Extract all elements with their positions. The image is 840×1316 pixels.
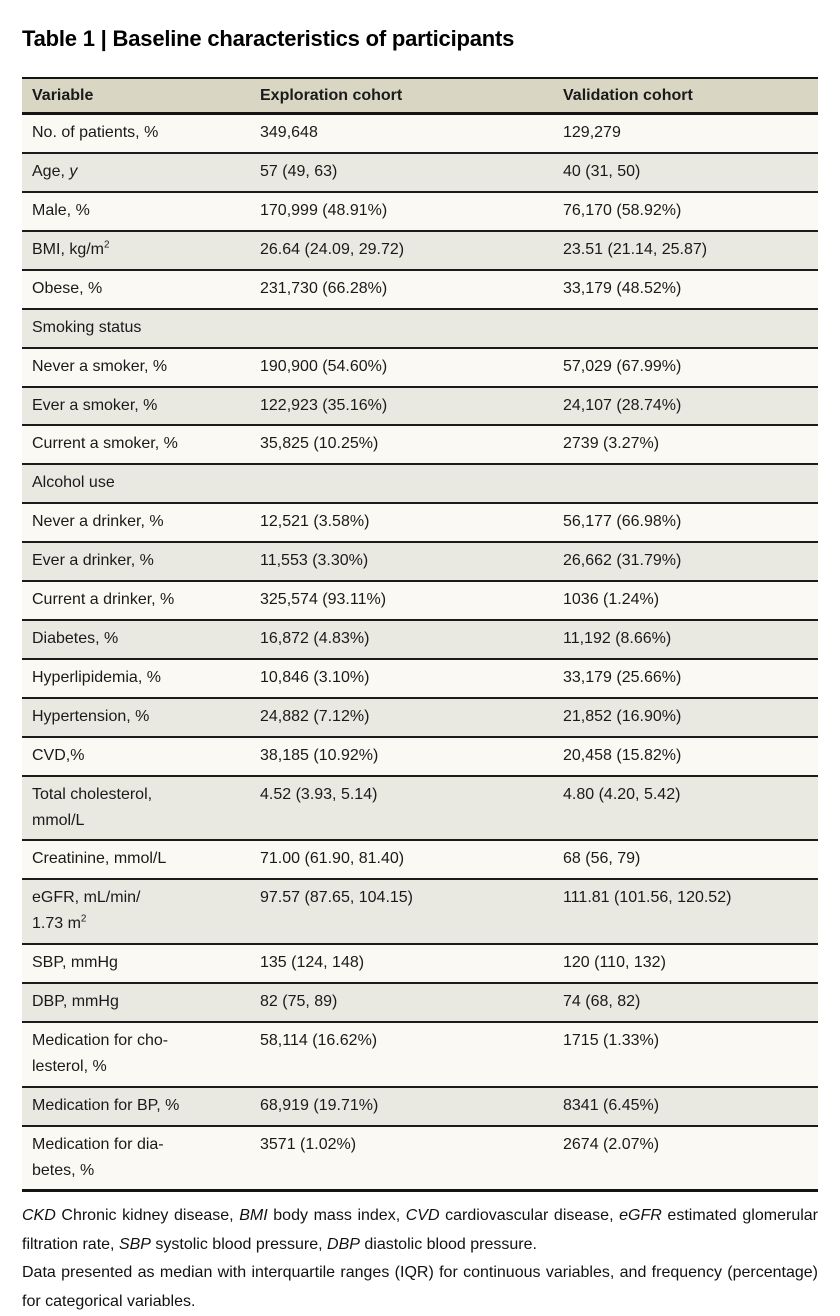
- variable-cell: Current a drinker, %: [22, 581, 250, 620]
- section-label: Smoking status: [22, 309, 818, 348]
- exploration-value-cell: 11,553 (3.30%): [250, 542, 553, 581]
- exploration-value-cell: 10,846 (3.10%): [250, 659, 553, 698]
- table-header: [22, 78, 818, 114]
- table-row: [22, 503, 818, 542]
- exploration-value-cell: 4.52 (3.93, 5.14): [250, 776, 553, 841]
- section-row: [22, 309, 818, 348]
- validation-value-cell: 4.80 (4.20, 5.42): [553, 776, 818, 841]
- variable-cell: Creatinine, mmol/L: [22, 840, 250, 879]
- validation-value-cell: 120 (110, 132): [553, 944, 818, 983]
- table-row: [22, 944, 818, 983]
- exploration-value-cell: 231,730 (66.28%): [250, 270, 553, 309]
- exploration-value-cell: 16,872 (4.83%): [250, 620, 553, 659]
- exploration-value-cell: 97.57 (87.65, 104.15): [250, 879, 553, 944]
- validation-value-cell: 33,179 (25.66%): [553, 659, 818, 698]
- validation-value-cell: 23.51 (21.14, 25.87): [553, 231, 818, 270]
- table-row: [22, 1087, 818, 1126]
- validation-value-cell: 2674 (2.07%): [553, 1126, 818, 1191]
- validation-value-cell: 56,177 (66.98%): [553, 503, 818, 542]
- variable-cell: BMI, $kg/m^2$: [22, 231, 250, 270]
- validation-value-cell: 1036 (1.24%): [553, 581, 818, 620]
- table-row: [22, 387, 818, 426]
- exploration-value-cell: 325,574 (93.11%): [250, 581, 553, 620]
- variable-cell: Never a smoker, %: [22, 348, 250, 387]
- table-row: [22, 348, 818, 387]
- validation-value-cell: 24,107 (28.74%): [553, 387, 818, 426]
- table-row: [22, 620, 818, 659]
- validation-value-cell: 74 (68, 82): [553, 983, 818, 1022]
- column-header-variable: Variable: [22, 78, 250, 114]
- table-row: [22, 192, 818, 231]
- table-body: [22, 114, 818, 1191]
- variable-cell: SBP, mmHg: [22, 944, 250, 983]
- validation-value-cell: 20,458 (15.82%): [553, 737, 818, 776]
- variable-cell: CVD,%: [22, 737, 250, 776]
- table-row: [22, 581, 818, 620]
- table-row: [22, 776, 818, 841]
- table-row: [22, 840, 818, 879]
- validation-value-cell: 2739 (3.27%): [553, 425, 818, 464]
- validation-value-cell: 40 (31, 50): [553, 153, 818, 192]
- column-header-exploration-cohort: Exploration cohort: [250, 78, 553, 114]
- exploration-value-cell: 82 (75, 89): [250, 983, 553, 1022]
- table-header-row: [22, 78, 818, 114]
- abbreviations-footnote: CKD Chronic kidney disease, BMI body mass index, CVD cardiovascular disease, eGFR estimated glomerular filtration rate, SBP systolic blood pressure, DBP diastolic blood pressure.: [22, 1207, 818, 1253]
- variable-cell: Medication for cho- lesterol, %: [22, 1022, 250, 1087]
- variable-cell: Total cholesterol, mmol/L: [22, 776, 250, 841]
- exploration-value-cell: 57 (49, 63): [250, 153, 553, 192]
- exploration-value-cell: 12,521 (3.58%): [250, 503, 553, 542]
- exploration-value-cell: 58,114 (16.62%): [250, 1022, 553, 1087]
- exploration-value-cell: 71.00 (61.90, 81.40): [250, 840, 553, 879]
- variable-cell: Medication for BP, %: [22, 1087, 250, 1126]
- table-row: [22, 231, 818, 270]
- variable-cell: Never a drinker, %: [22, 503, 250, 542]
- table-title: Table 1 | Baseline characteristics of participants: [22, 26, 515, 51]
- variable-cell: No. of patients, %: [32, 124, 159, 142]
- exploration-value-cell: 35,825 (10.25%): [250, 425, 553, 464]
- baseline-characteristics-table: [22, 77, 818, 1192]
- variable-cell: Current a smoker, %: [22, 425, 250, 464]
- table-row: [22, 270, 818, 309]
- validation-value-cell: 68 (56, 79): [553, 840, 818, 879]
- validation-value-cell: 111.81 (101.56, 120.52): [553, 879, 818, 944]
- table-row: [22, 425, 818, 464]
- exploration-value-cell: 122,923 (35.16%): [250, 387, 553, 426]
- table-footnotes: [22, 1202, 818, 1316]
- validation-value-cell: 129,279: [563, 124, 621, 142]
- validation-value-cell: 57,029 (67.99%): [553, 348, 818, 387]
- exploration-value-cell: 349,648: [260, 124, 318, 142]
- variable-cell: Obese, %: [22, 270, 250, 309]
- variable-cell: Male, %: [22, 192, 250, 231]
- table-row: [22, 114, 818, 153]
- table-row: [22, 698, 818, 737]
- variable-cell: eGFR, mL/min/ 1.73 $m^2$: [22, 879, 250, 944]
- table-row: [22, 1022, 818, 1087]
- exploration-value-cell: 190,900 (54.60%): [250, 348, 553, 387]
- exploration-value-cell: 26.64 (24.09, 29.72): [250, 231, 553, 270]
- variable-cell: Medication for dia- betes, %: [22, 1126, 250, 1191]
- variable-cell: DBP, mmHg: [22, 983, 250, 1022]
- section-label: Alcohol use: [22, 464, 818, 503]
- table-row: [22, 879, 818, 944]
- validation-value-cell: 1715 (1.33%): [553, 1022, 818, 1087]
- exploration-value-cell: 24,882 (7.12%): [250, 698, 553, 737]
- validation-value-cell: 8341 (6.45%): [553, 1087, 818, 1126]
- exploration-value-cell: 38,185 (10.92%): [250, 737, 553, 776]
- data-presentation-footnote: Data presented as median with interquartile ranges (IQR) for continuous variables, and frequency (percentage) for categorical variables.: [22, 1264, 818, 1310]
- validation-value-cell: 21,852 (16.90%): [553, 698, 818, 737]
- validation-value-cell: 26,662 (31.79%): [553, 542, 818, 581]
- section-row: [22, 464, 818, 503]
- exploration-value-cell: 170,999 (48.91%): [250, 192, 553, 231]
- variable-cell: Hyperlipidemia, %: [22, 659, 250, 698]
- table-row: [22, 659, 818, 698]
- validation-value-cell: 76,170 (58.92%): [553, 192, 818, 231]
- validation-value-cell: 11,192 (8.66%): [553, 620, 818, 659]
- variable-cell: Age, y: [22, 153, 250, 192]
- table-row: [22, 983, 818, 1022]
- column-header-validation-cohort: Validation cohort: [553, 78, 818, 114]
- variable-cell: Diabetes, %: [22, 620, 250, 659]
- variable-cell: Ever a drinker, %: [22, 542, 250, 581]
- table-row: [22, 153, 818, 192]
- table-row: [22, 542, 818, 581]
- exploration-value-cell: 3571 (1.02%): [250, 1126, 553, 1191]
- exploration-value-cell: 135 (124, 148): [250, 944, 553, 983]
- table-row: [22, 1126, 818, 1191]
- table-row: [22, 737, 818, 776]
- exploration-value-cell: 68,919 (19.71%): [250, 1087, 553, 1126]
- variable-cell: Ever a smoker, %: [22, 387, 250, 426]
- variable-cell: Hypertension, %: [22, 698, 250, 737]
- validation-value-cell: 33,179 (48.52%): [553, 270, 818, 309]
